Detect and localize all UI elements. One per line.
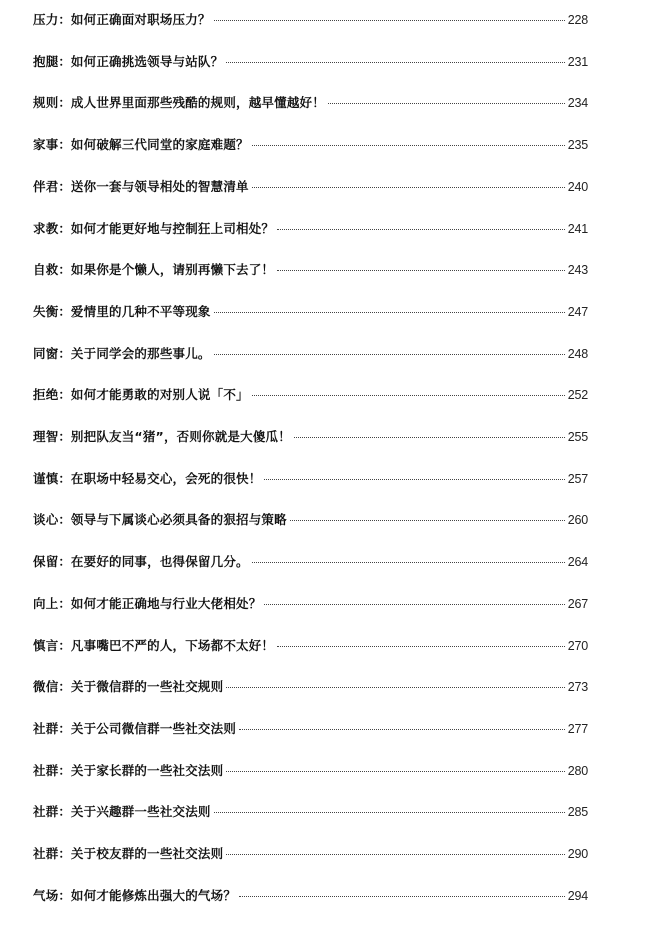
toc-separator: ： [58, 387, 71, 403]
toc-separator: ： [58, 554, 71, 570]
toc-entry[interactable] [33, 10, 588, 30]
toc-entry[interactable] [33, 93, 588, 113]
toc-category: 保留 [33, 554, 59, 570]
toc-page-number: 264 [567, 555, 588, 570]
toc-entry[interactable] [33, 302, 588, 322]
toc-separator: ： [58, 262, 71, 278]
toc-title: 爱情里的几种不平等现象 [70, 303, 211, 319]
toc-entry[interactable] [33, 135, 588, 155]
toc-page-number: 235 [567, 138, 588, 153]
toc-category: 拒绝 [33, 387, 59, 403]
toc-title: 在职场中轻易交心，会死的很快！ [70, 470, 262, 486]
toc-entry[interactable] [33, 469, 588, 489]
dot-leader [277, 270, 565, 271]
toc-category: 规则 [33, 95, 59, 111]
toc-separator: ： [58, 303, 71, 319]
toc-separator: ： [58, 137, 71, 153]
toc-title: 在要好的同事，也得保留几分。 [70, 554, 249, 570]
toc-title: 关于公司微信群一些社交法则 [70, 720, 237, 736]
toc-page-number: 270 [567, 638, 588, 653]
toc-entry[interactable] [33, 677, 588, 697]
toc-title: 如何才能勇敢的对别人说「不」 [70, 387, 249, 403]
toc-category: 家事 [33, 137, 59, 153]
toc-category: 求教 [33, 220, 59, 236]
toc-title: 关于兴趣群一些社交法则 [70, 804, 211, 820]
toc-title: 别把队友当“猪”，否则你就是大傻瓜！ [70, 429, 291, 444]
toc-page-number: 290 [567, 847, 588, 861]
toc-title: 送你一套与领导相处的智慧清单 [70, 178, 249, 194]
dot-leader [226, 62, 564, 63]
toc-category: 微信 [33, 679, 59, 695]
toc-title: 如何正确面对职场压力？ [70, 12, 211, 27]
toc-page-number: 277 [567, 721, 588, 736]
toc-separator: ： [58, 804, 71, 820]
toc-page-number: 257 [567, 471, 588, 486]
toc-entry[interactable] [33, 886, 588, 906]
toc-separator: ： [58, 595, 71, 611]
toc-title: 关于微信群的一些社交规则 [70, 679, 224, 695]
dot-leader [239, 896, 565, 897]
toc-separator: ： [58, 12, 71, 27]
toc-page-number: 248 [567, 346, 588, 361]
dot-leader [214, 20, 565, 21]
toc-title: 成人世界里面那些残酷的规则，越早懂越好！ [70, 95, 325, 111]
toc-entry[interactable] [33, 636, 588, 656]
toc-category: 慎言 [33, 637, 59, 653]
toc-separator: ： [58, 178, 71, 194]
toc-separator: ： [58, 637, 71, 653]
toc-page-number: 234 [567, 96, 588, 111]
toc-category: 失衡 [33, 303, 59, 319]
toc-separator: ： [58, 470, 71, 486]
toc-entry[interactable] [33, 427, 588, 447]
toc-entry[interactable] [33, 219, 588, 239]
toc-separator: ： [58, 429, 71, 444]
toc-entry[interactable] [33, 344, 588, 364]
toc-separator: ： [58, 512, 71, 528]
toc-page-number: 243 [567, 263, 588, 278]
toc-category: 社群 [33, 720, 59, 736]
toc-page-number: 241 [567, 221, 588, 236]
toc-title: 如何才能修炼出强大的气场？ [70, 887, 237, 903]
toc-category: 谈心 [33, 512, 59, 528]
toc-entry[interactable] [33, 260, 588, 280]
toc-entry[interactable] [33, 719, 588, 739]
toc-title: 关于同学会的那些事儿。 [70, 345, 211, 361]
toc-separator: ： [58, 220, 71, 236]
dot-leader [294, 437, 565, 438]
toc-category: 气场 [33, 887, 59, 903]
toc-separator: ： [58, 345, 71, 361]
dot-leader [264, 604, 564, 605]
dot-leader [290, 520, 565, 521]
dot-leader [252, 145, 565, 146]
toc-category: 同窗 [33, 345, 59, 361]
toc-separator: ： [58, 95, 71, 111]
toc-separator: ： [58, 887, 71, 903]
toc-page-number: 294 [567, 888, 588, 903]
toc-title: 如何才能更好地与控制狂上司相处？ [70, 220, 275, 236]
toc-separator: ： [58, 679, 71, 695]
dot-leader [252, 187, 565, 188]
toc-entry[interactable] [33, 385, 588, 405]
toc-category: 谨慎 [33, 470, 59, 486]
toc-category: 抱腿 [33, 53, 59, 69]
toc-category: 伴君 [33, 178, 59, 194]
toc-title: 关于家长群的一些社交法则 [70, 762, 224, 778]
toc-title: 如何正确挑选领导与站队？ [70, 53, 224, 69]
toc-page-number: 280 [567, 763, 588, 778]
toc-entry[interactable] [33, 844, 588, 864]
dot-leader [277, 229, 565, 230]
dot-leader [214, 312, 565, 313]
toc-entry[interactable] [33, 52, 588, 72]
toc-entry[interactable] [33, 802, 588, 822]
toc-entry[interactable] [33, 552, 588, 572]
toc-category: 向上 [33, 595, 59, 611]
toc-title: 领导与下属谈心必须具备的狠招与策略 [70, 512, 287, 528]
dot-leader [264, 479, 564, 480]
toc-page-number: 267 [567, 596, 588, 611]
dot-leader [226, 687, 564, 688]
toc-category: 自救 [33, 262, 59, 278]
toc-page-number: 228 [567, 13, 588, 27]
dot-leader [214, 354, 565, 355]
toc-title: 凡事嘴巴不严的人，下场都不太好！ [70, 637, 275, 653]
dot-leader [252, 562, 565, 563]
toc-entry[interactable] [33, 594, 588, 614]
toc-category: 理智 [33, 429, 59, 444]
dot-leader [226, 854, 564, 855]
toc-separator: ： [58, 762, 71, 778]
toc-title: 如果你是个懒人，请别再懒下去了！ [70, 262, 275, 278]
toc-page-number: 255 [567, 430, 588, 444]
toc-separator: ： [58, 53, 71, 69]
toc-page-number: 260 [567, 513, 588, 528]
dot-leader [214, 812, 565, 813]
toc-page-number: 247 [567, 304, 588, 319]
toc-entry[interactable] [33, 510, 588, 530]
toc-separator: ： [58, 846, 71, 861]
toc-page-number: 240 [567, 179, 588, 194]
toc-category: 社群 [33, 762, 59, 778]
toc-title: 如何才能正确地与行业大佬相处？ [70, 595, 262, 611]
toc-category: 社群 [33, 846, 59, 861]
toc-page-number: 273 [567, 680, 588, 695]
toc-category: 社群 [33, 804, 59, 820]
dot-leader [328, 103, 565, 104]
dot-leader [226, 771, 564, 772]
toc-page-number: 231 [567, 54, 588, 69]
toc-page-number: 285 [567, 805, 588, 820]
dot-leader [252, 395, 565, 396]
toc-separator: ： [58, 720, 71, 736]
toc-page-number: 252 [567, 388, 588, 403]
toc-title: 如何破解三代同堂的家庭难题？ [70, 137, 249, 153]
toc-category: 压力 [33, 12, 59, 27]
toc-entry[interactable] [33, 761, 588, 781]
toc-title: 关于校友群的一些社交法则 [70, 846, 224, 861]
dot-leader [277, 646, 565, 647]
toc-entry[interactable] [33, 177, 588, 197]
dot-leader [239, 729, 565, 730]
